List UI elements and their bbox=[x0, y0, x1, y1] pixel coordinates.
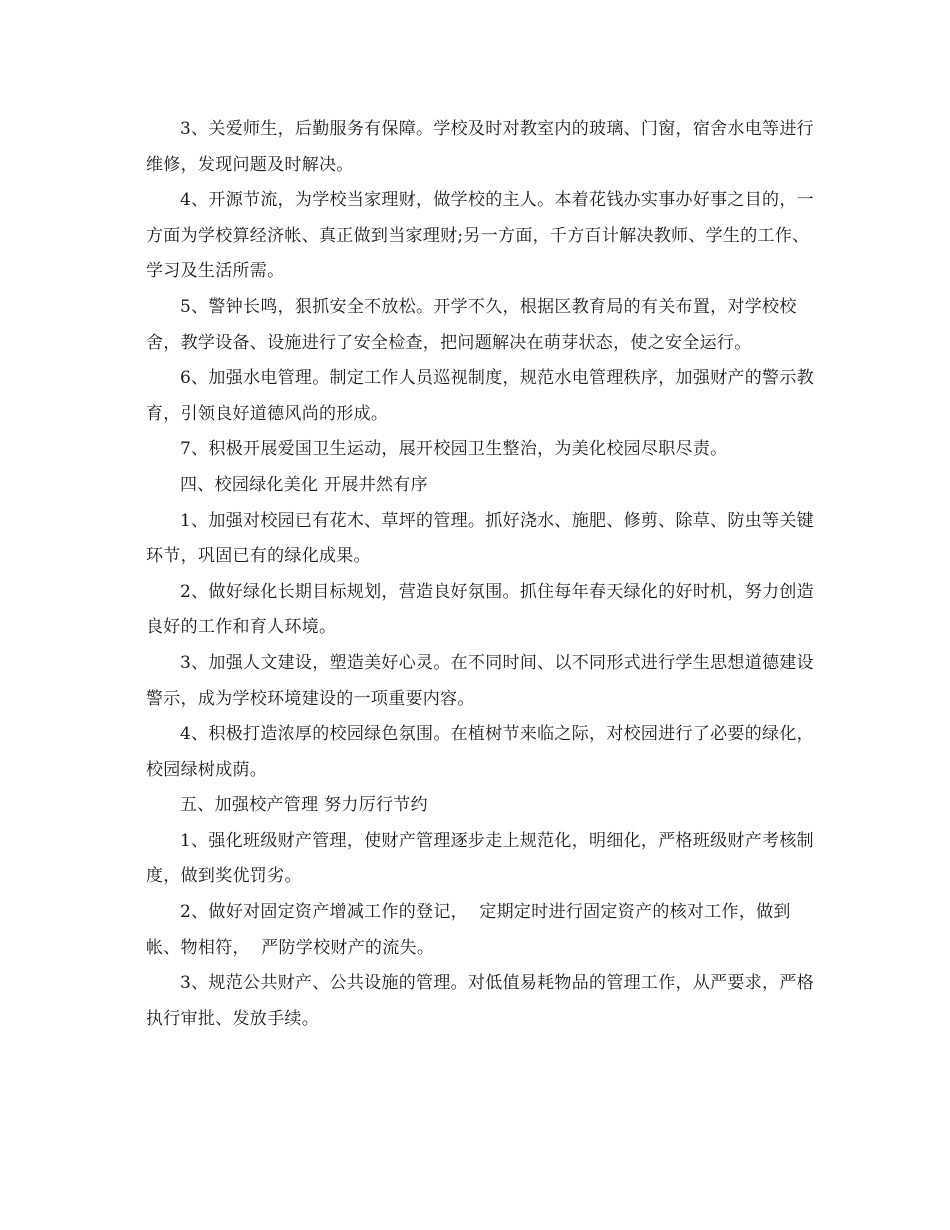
paragraph-greening-2: 2、做好绿化长期目标规划，营造良好氛围。抓住每年春天绿化的好时机，努力创造良好的工作和育人环境。 bbox=[146, 581, 814, 638]
paragraph-assets-3: 3、规范公共财产、公共设施的管理。对低值易耗物品的管理工作，从严要求，严格执行审批、发放手续。 bbox=[146, 973, 814, 1029]
paragraph-assets-2: 2、做好对固定资产增减工作的登记， 定期定时进行固定资产的核对工作，做到帐、物相符， 严防学校财产的流失。 bbox=[146, 902, 791, 958]
paragraph-assets-1: 1、强化班级财产管理，使财产管理逐步走上规范化，明细化，严格班级财产考核制度，做到奖优罚劣。 bbox=[146, 830, 814, 887]
paragraph-5-safety: 5、警钟长鸣，狠抓安全不放松。开学不久，根据区教育局的有关布置，对学校校舍，教学设备、设施进行了安全检查，把问题解决在萌芽状态，使之安全运行。 bbox=[146, 296, 797, 353]
paragraph-7-hygiene: 7、积极开展爱国卫生运动，展开校园卫生整治，为美化校园尽职尽责。 bbox=[180, 439, 728, 460]
paragraph-6-utilities: 6、加强水电管理。制定工作人员巡视制度，规范水电管理秩序，加强财产的警示教育，引领良好道德风尚的形成。 bbox=[146, 368, 814, 424]
paragraph-greening-1: 1、加强对校园已有花木、草坪的管理。抓好浇水、施肥、修剪、除草、防虫等关键环节，巩固已有的绿化成果。 bbox=[146, 510, 814, 567]
paragraph-greening-3: 3、加强人文建设，塑造美好心灵。在不同时间、以不同形式进行学生思想道德建设警示，成为学校环境建设的一项重要内容。 bbox=[146, 652, 814, 709]
paragraph-greening-4: 4、积极打造浓厚的校园绿色氛围。在植树节来临之际，对校园进行了必要的绿化，校园绿树成荫。 bbox=[146, 724, 814, 780]
section-heading-greening: 四、校园绿化美化 开展井然有序 bbox=[180, 474, 428, 495]
document-body bbox=[146, 112, 821, 1037]
section-heading-assets: 五、加强校产管理 努力厉行节约 bbox=[180, 795, 428, 816]
paragraph-3-care: 3、关爱师生，后勤服务有保障。学校及时对教室内的玻璃、门窗，宿舍水电等进行维修，发现问题及时解决。 bbox=[146, 119, 814, 175]
paragraph-4-finance: 4、开源节流，为学校当家理财，做学校的主人。本着花钱办实事办好事之目的，一方面为学校算经济帐、真正做到当家理财;另一方面，千方百计解决教师、学生的工作、学习及生活所需。 bbox=[146, 190, 814, 282]
